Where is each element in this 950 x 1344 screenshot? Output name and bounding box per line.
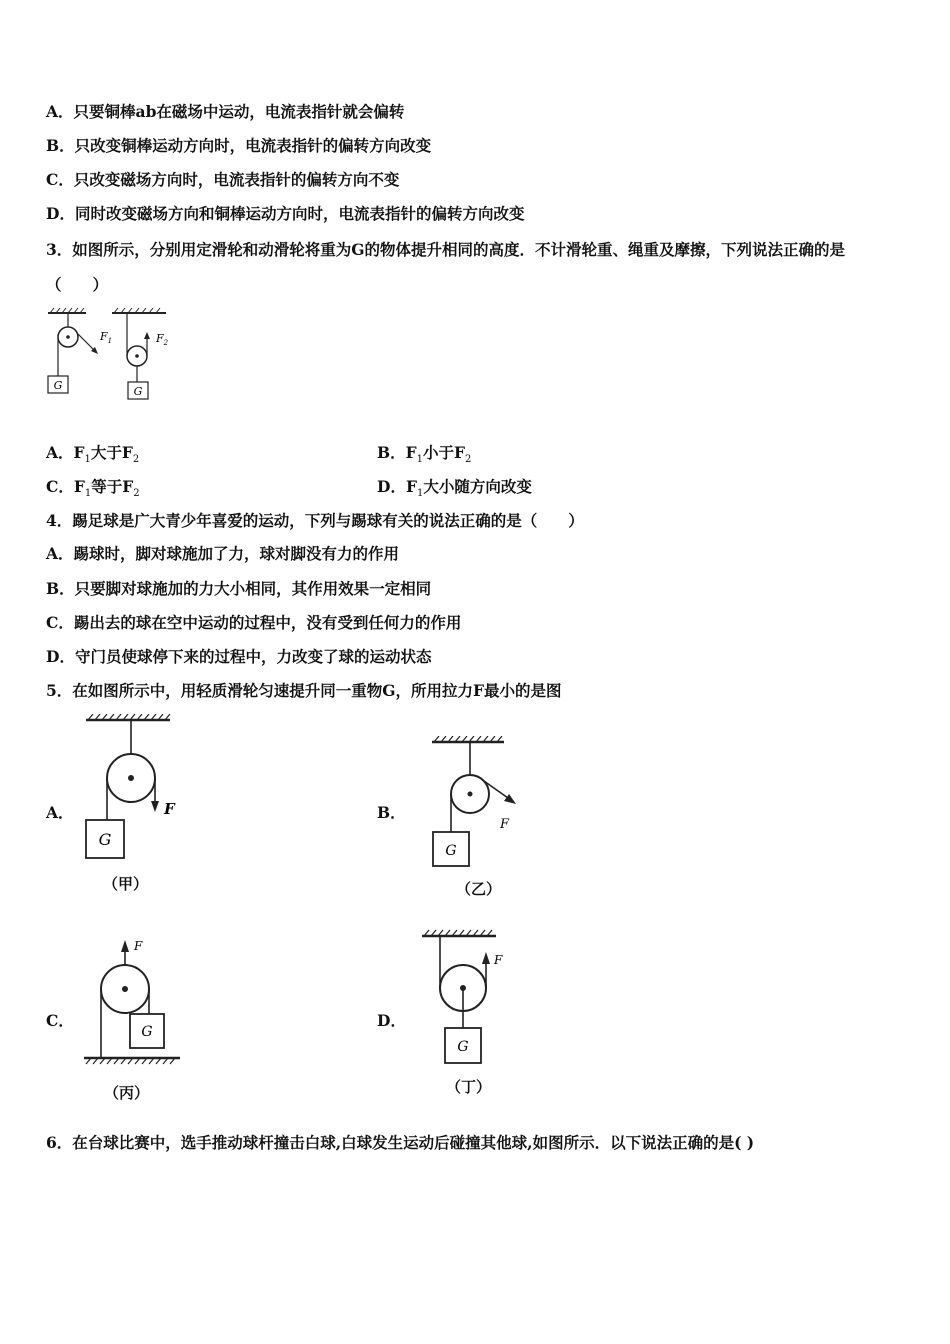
q5-caption-a: （甲） <box>103 875 149 893</box>
q5d-force-label: F <box>494 953 503 967</box>
q5-caption-b: （乙） <box>456 880 502 898</box>
q5-caption-c: （丙） <box>104 1084 150 1102</box>
q5a-weight-label: G <box>98 830 112 849</box>
q5-figure-a <box>82 714 192 866</box>
q3-option-a: A．$F_1$大于$F_2$ <box>46 443 140 466</box>
q3-weight-label-right: G <box>133 385 143 398</box>
q5-option-c-letter: C． <box>46 1011 74 1030</box>
prev-option-a: A．只要铜棒ab在磁场中运动，电流表指针就会偏转 <box>46 102 405 121</box>
q3-f2-label: $F_2$ <box>156 332 169 347</box>
q3-option-c: C．$F_1$等于$F_2$ <box>46 477 140 500</box>
q6-stem: 6．在台球比赛中，选手推动球杆撞击白球,白球发生运动后碰撞其他球,如图所示．以下说法正确的是( ) <box>46 1133 755 1152</box>
q5d-weight-label: G <box>457 1039 469 1055</box>
q3-weight-label-left: G <box>53 379 63 392</box>
prev-option-d: D．同时改变磁场方向和铜棒运动方向时，电流表指针的偏转方向改变 <box>46 204 525 223</box>
q4-stem: 4．踢足球是广大青少年喜爱的运动，下列与踢球有关的说法正确的是（ ） <box>46 511 584 530</box>
q5-caption-d: （丁） <box>446 1078 492 1096</box>
q5-figure-d <box>416 928 526 1068</box>
q3-option-b: B．$F_1$小于$F_2$ <box>377 443 472 466</box>
q5c-weight-label: G <box>141 1024 153 1040</box>
q5-option-d-letter: D． <box>377 1011 406 1030</box>
q5-figure-c <box>80 934 190 1072</box>
q4-option-a: A．踢球时，脚对球施加了力，球对脚没有力的作用 <box>46 544 400 563</box>
q3-f1-label: $F_1$ <box>100 330 113 345</box>
q3-stem: 3．如图所示，分别用定滑轮和动滑轮将重为G的物体提升相同的高度．不计滑轮重、绳重及摩擦，下列说法正确的是 <box>46 240 846 259</box>
q5-option-a-letter: A． <box>46 803 74 822</box>
q4-option-b: B．只要脚对球施加的力大小相同，其作用效果一定相同 <box>46 579 432 598</box>
q5-figure-b <box>428 736 538 871</box>
q4-option-d: D．守门员使球停下来的过程中，力改变了球的运动状态 <box>46 647 432 666</box>
q5-stem: 5．在如图所示中，用轻质滑轮匀速提升同一重物G，所用拉力F最小的是图 <box>46 681 562 700</box>
q3-pulley-figure <box>44 306 179 406</box>
q5b-weight-label: G <box>445 843 457 859</box>
q5a-force-label: F <box>164 800 175 818</box>
q3-paren: （ ） <box>46 275 109 294</box>
q4-option-c: C．踢出去的球在空中运动的过程中，没有受到任何力的作用 <box>46 613 462 632</box>
q5-option-b-letter: B． <box>377 803 406 822</box>
q5c-force-label: F <box>134 939 143 953</box>
q3-option-d: D．$F_1$大小随方向改变 <box>377 477 532 500</box>
q5b-force-label: F <box>500 817 510 832</box>
prev-option-b: B．只改变铜棒运动方向时，电流表指针的偏转方向改变 <box>46 136 432 155</box>
prev-option-c: C．只改变磁场方向时，电流表指针的偏转方向不变 <box>46 170 400 189</box>
